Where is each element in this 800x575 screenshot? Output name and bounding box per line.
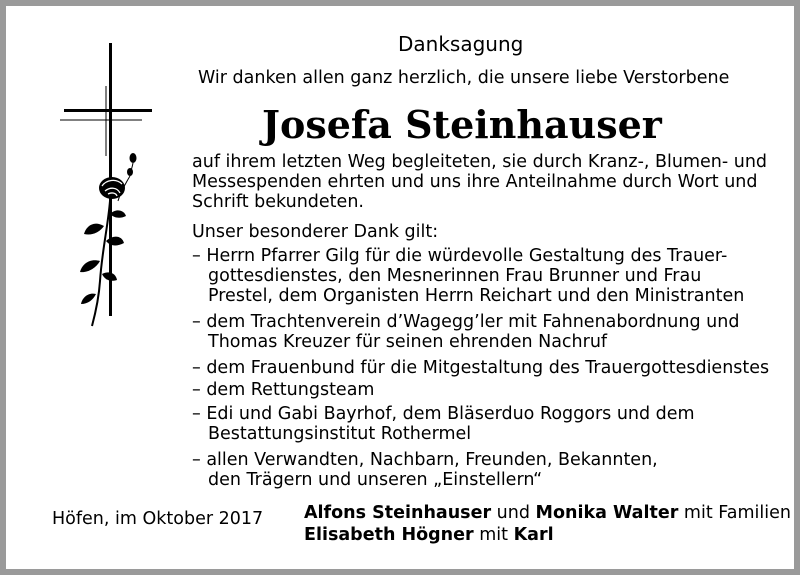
thanks-item: – Edi und Gabi Bayrhof, dem Bläserduo Roggors und dem <box>192 404 695 424</box>
signature-line-2 <box>304 525 554 545</box>
place-and-date: Höfen, im Oktober 2017 <box>52 509 264 529</box>
deceased-name: Josefa Steinhauser <box>262 102 662 147</box>
thanks-item: – dem Rettungsteam <box>192 380 375 400</box>
rose-bloom <box>99 177 125 199</box>
signatory-name: Karl <box>513 525 554 545</box>
signature-line-1 <box>304 503 791 523</box>
paragraph-line: auf ihrem letzten Weg begleiteten, sie durch Kranz-, Blumen- und <box>192 152 768 172</box>
thanks-item-continuation: Bestattungsinstitut Rothermel <box>208 424 472 444</box>
paragraph-line: Schrift bekundeten. <box>192 192 364 212</box>
cross-with-rose-icon <box>50 36 160 336</box>
signatory-name: Alfons Steinhauser <box>304 503 492 523</box>
thanks-item: – dem Trachtenverein d’Wagegg’ler mit Fahnenabordnung und <box>192 312 740 332</box>
thanks-item: – allen Verwandten, Nachbarn, Freunden, Bekannten, <box>192 450 658 470</box>
heading-danksagung: Danksagung <box>398 32 524 56</box>
signatory-name: Monika Walter <box>535 503 679 523</box>
signature-suffix: mit Familien <box>683 503 791 523</box>
cross-horizontal-beam <box>64 109 152 112</box>
thanks-item-continuation: Thomas Kreuzer für seinen ehrenden Nachruf <box>208 332 608 352</box>
signature-connector: und <box>496 503 530 523</box>
thanks-item-continuation: gottesdienstes, den Mesnerinnen Frau Brunner und Frau <box>208 266 702 286</box>
thanks-item-continuation: Prestel, dem Organisten Herrn Reichart und den Ministranten <box>208 286 745 306</box>
signature-connector: mit <box>479 525 509 545</box>
thanks-item: – Herrn Pfarrer Gilg für die würdevolle Gestaltung des Trauer- <box>192 246 728 266</box>
thanks-item-continuation: den Trägern und unseren „Einstellern“ <box>208 470 543 490</box>
thanks-item: – dem Frauenbund für die Mitgestaltung des Trauergottesdienstes <box>192 358 770 378</box>
intro-text: Wir danken allen ganz herzlich, die unsere liebe Verstorbene <box>198 68 730 88</box>
signatory-name: Elisabeth Högner <box>304 525 474 545</box>
obituary-notice <box>6 6 794 569</box>
special-thanks-heading: Unser besonderer Dank gilt: <box>192 222 439 242</box>
paragraph-line: Messespenden ehrten und uns ihre Anteilnahme durch Wort und <box>192 172 758 192</box>
